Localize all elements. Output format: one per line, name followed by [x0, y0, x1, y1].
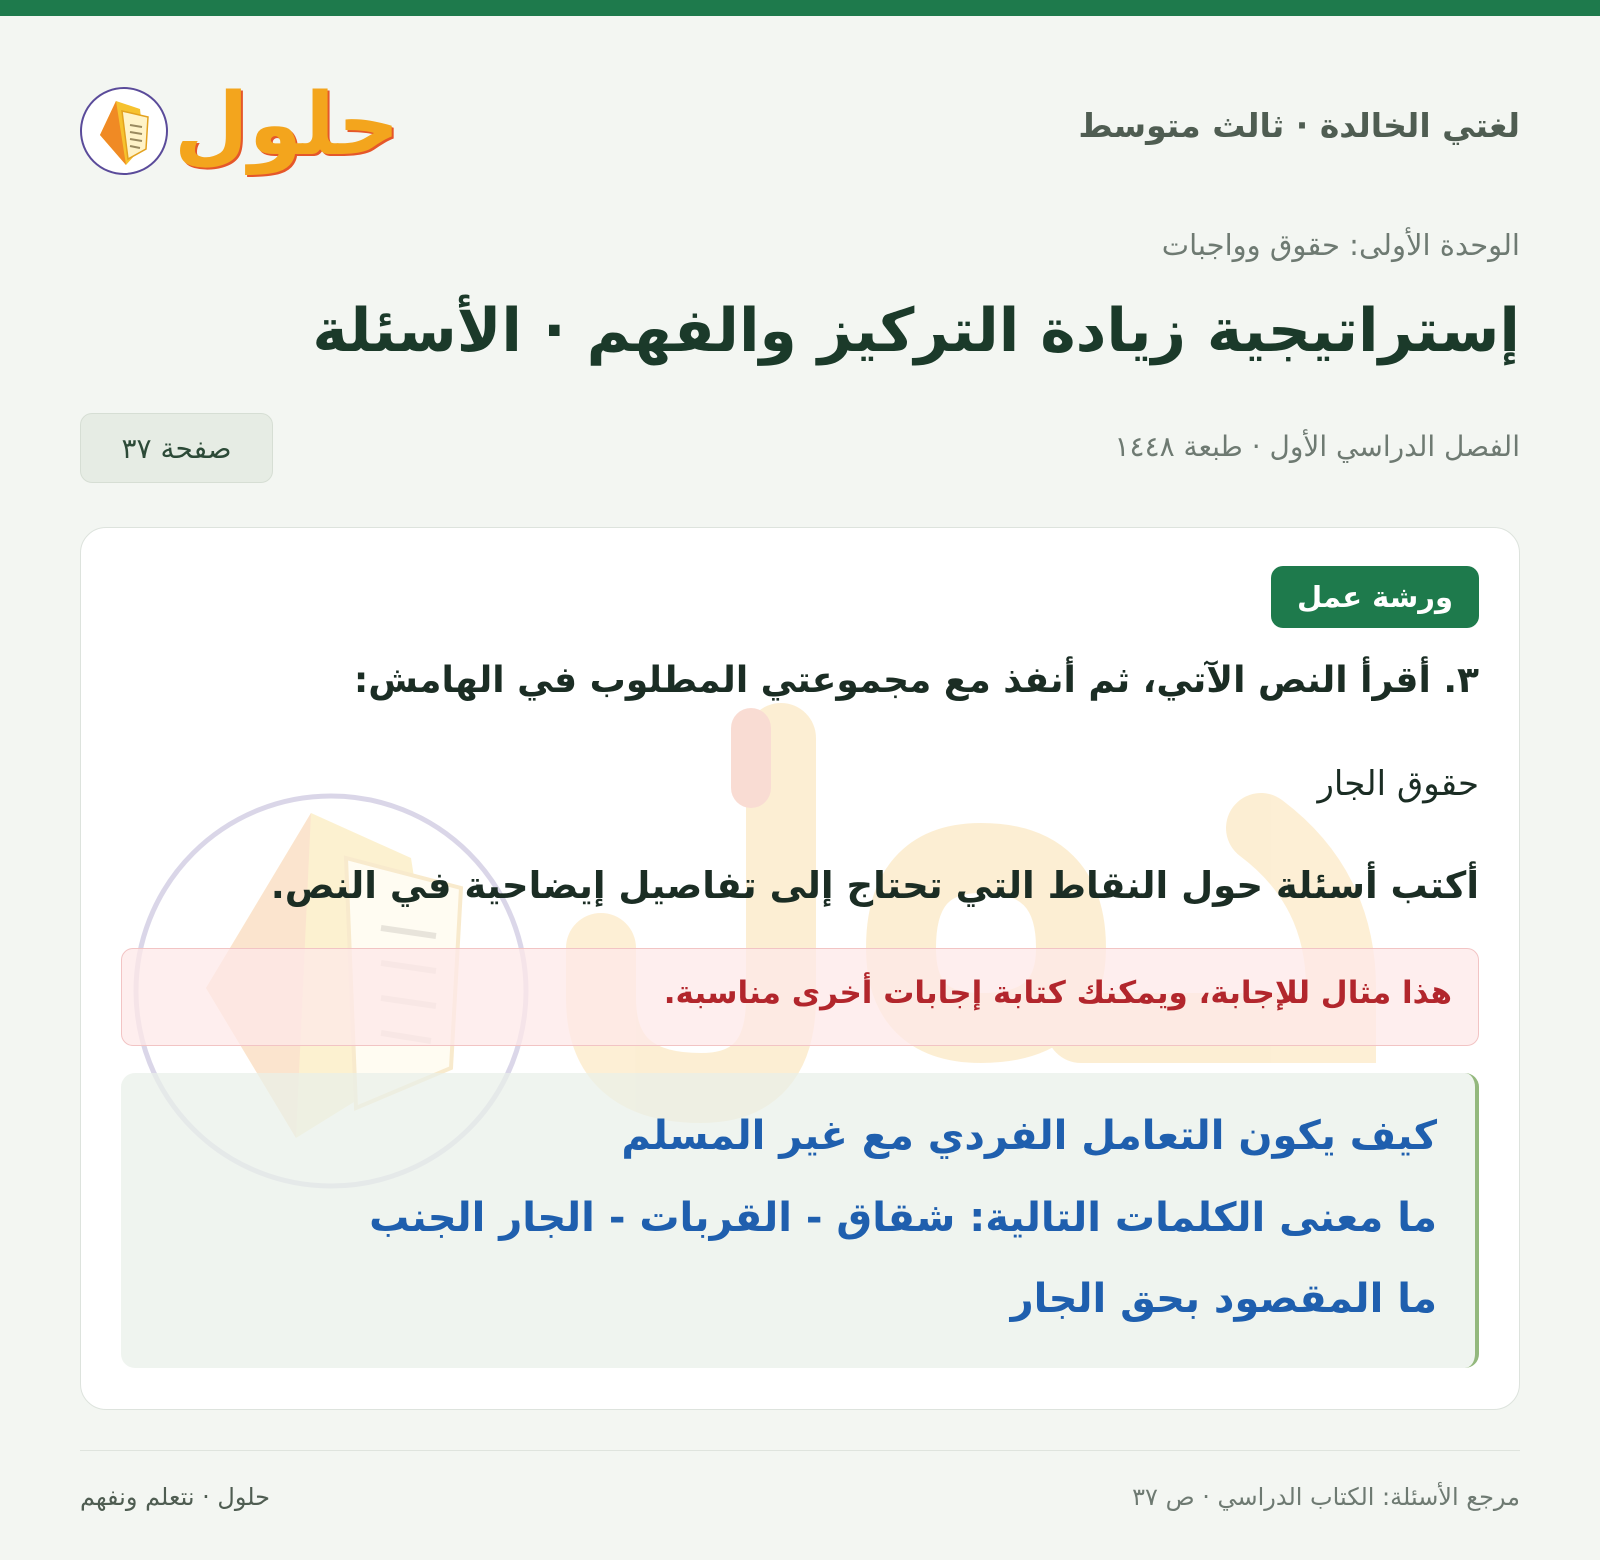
- page-title: إستراتيجية زيادة التركيز والفهم · الأسئلة: [312, 296, 1520, 366]
- answer-item: كيف يكون التعامل الفردي مع غير المسلم: [621, 1113, 1437, 1159]
- example-note: [121, 948, 1479, 1046]
- workshop-tag: ورشة عمل: [1271, 566, 1479, 628]
- logo-wordmark: حلول: [174, 75, 400, 175]
- question-text: ٣. أقرأ النص الآتي، ثم أنفذ مع مجموعتي المطلوب في الهامش:: [353, 660, 1479, 701]
- answers-box: [121, 1073, 1479, 1368]
- question-card: [80, 527, 1520, 1410]
- top-accent-bar: [0, 0, 1600, 16]
- example-note-text: هذا مثال للإجابة، ويمكنك كتابة إجابات أخرى مناسبة.: [663, 975, 1452, 1011]
- footer-divider: [80, 1450, 1520, 1451]
- answer-item: ما معنى الكلمات التالية: شقاق - القربات - الجار الجنب: [369, 1195, 1437, 1241]
- subject-title: لغتي الخالدة · ثالث متوسط: [1078, 106, 1520, 145]
- site-logo[interactable]: [80, 70, 400, 180]
- text-title: حقوق الجار: [1317, 764, 1479, 804]
- instruction-text: أكتب أسئلة حول النقاط التي تحتاج إلى تفاصيل إيضاحية في النص.: [270, 864, 1479, 907]
- unit-label: الوحدة الأولى: حقوق وواجبات: [1161, 228, 1520, 262]
- footer-brand[interactable]: حلول · نتعلم ونفهم: [80, 1483, 270, 1511]
- term-label: الفصل الدراسي الأول · طبعة ١٤٤٨: [1114, 430, 1520, 463]
- page-number-chip: صفحة ٣٧: [80, 413, 273, 483]
- header: [80, 70, 1520, 180]
- answer-item: ما المقصود بحق الجار: [1010, 1276, 1437, 1322]
- book-logo-icon: [80, 87, 168, 175]
- footer-reference: مرجع الأسئلة: الكتاب الدراسي · ص ٣٧: [1132, 1483, 1520, 1511]
